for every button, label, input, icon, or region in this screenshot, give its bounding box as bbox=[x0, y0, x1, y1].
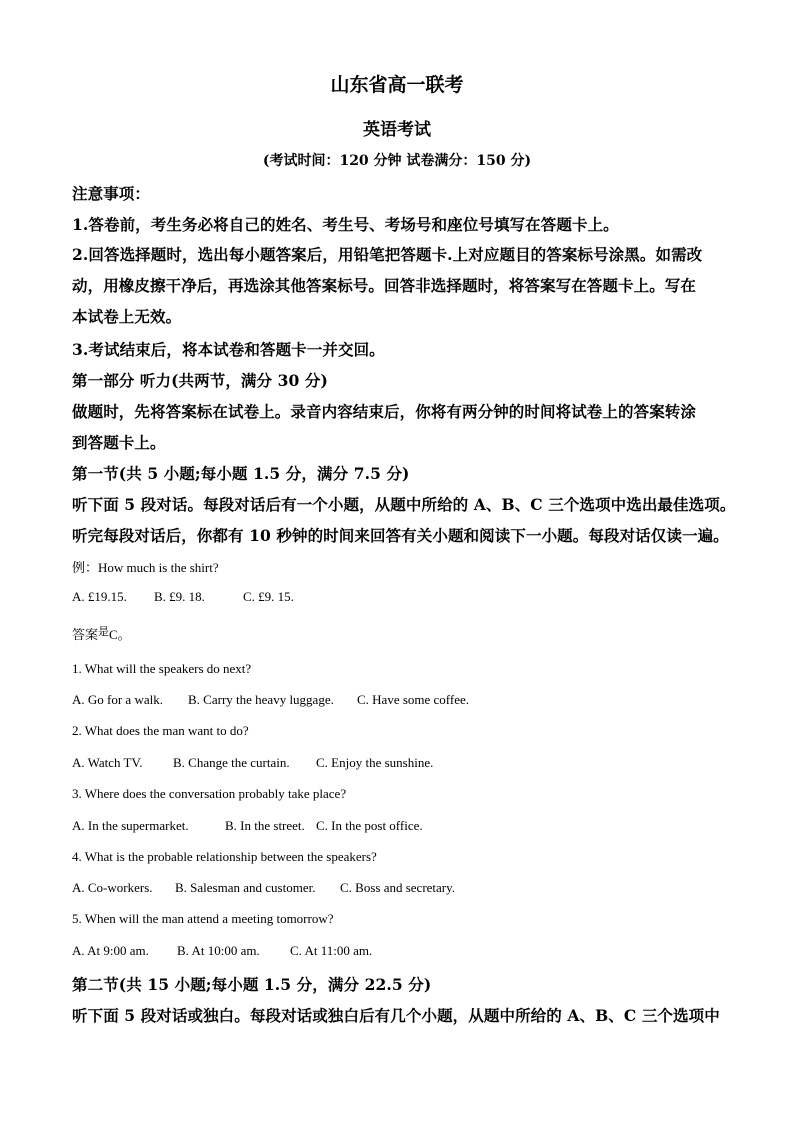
example-options bbox=[72, 589, 294, 605]
question-3-option-c: C. In the post office. bbox=[316, 818, 423, 833]
question-5-options bbox=[72, 943, 372, 959]
question-5-option-a: A. At 9:00 am. bbox=[72, 943, 149, 958]
example-answer-value: C。 bbox=[109, 627, 131, 642]
question-1-option-c: C. Have some coffee. bbox=[357, 692, 470, 707]
question-3-option-a: A. In the supermarket. bbox=[72, 818, 189, 833]
exam-subject: 英语考试 bbox=[363, 120, 431, 140]
notice-item-3: 3.考试结束后，将本试卷和答题卡一并交回。 bbox=[72, 340, 385, 359]
notice-item-2-line-3: 本试卷上无效。 bbox=[72, 307, 182, 326]
section1-heading: 第一节(共 5 小题;每小题 1.5 分，满分 7.5 分) bbox=[72, 464, 410, 483]
section2-instruction-line-1: 听下面 5 段对话或独白。每段对话或独白后有几个小题，从题中所给的 A、B、C 三个选项中 bbox=[72, 1006, 720, 1025]
question-5: 5. When will the man attend a meeting tomorrow? bbox=[72, 911, 334, 926]
notice-item-2-line-1: 2.回答选择题时，选出每小题答案后，用铅笔把答题卡.上对应题目的答案标号涂黑。如需改 bbox=[72, 245, 703, 264]
question-4-option-b: B. Salesman and customer. bbox=[175, 880, 316, 895]
section2-heading: 第二节(共 15 小题;每小题 1.5 分，满分 22.5 分) bbox=[72, 975, 432, 994]
exam-title: 山东省高一联考 bbox=[330, 74, 464, 96]
question-4: 4. What is the probable relationship between the speakers? bbox=[72, 849, 377, 864]
example-label: 例： bbox=[72, 561, 99, 576]
question-2-option-a: A. Watch TV. bbox=[72, 755, 143, 770]
question-5-option-b: B. At 10:00 am. bbox=[177, 943, 260, 958]
question-2-option-b: B. Change the curtain. bbox=[173, 755, 290, 770]
notice-item-2-line-2: 动，用橡皮擦干净后，再选涂其他答案标号。回答非选择题时，将答案写在答题卡上。写在 bbox=[72, 276, 697, 295]
question-3-options bbox=[72, 818, 423, 834]
question-3: 3. Where does the conversation probably take place? bbox=[72, 786, 347, 801]
section1-instruction-line-1: 听下面 5 段对话。每段对话后有一个小题，从题中所给的 A、B、C 三个选项中选出最佳选项。 bbox=[72, 495, 736, 514]
question-5-option-c: C. At 11:00 am. bbox=[290, 943, 373, 958]
part1-intro-line-2: 到答题卡上。 bbox=[72, 433, 166, 452]
exam-info: (考试时间：120 分钟 试卷满分：150 分) bbox=[262, 153, 532, 169]
example-question bbox=[72, 557, 219, 576]
section1-instruction-line-2: 听完每段对话后，你都有 10 秒钟的时间来回答有关小题和阅读下一小题。每段对话仅读一遍。 bbox=[72, 526, 729, 545]
question-4-options bbox=[72, 880, 455, 896]
question-4-option-a: A. Co-workers. bbox=[72, 880, 153, 895]
question-2-options bbox=[72, 755, 433, 771]
question-3-option-b: B. In the street. bbox=[225, 818, 305, 833]
question-1-option-a: A. Go for a walk. bbox=[72, 692, 163, 707]
question-2: 2. What does the man want to do? bbox=[72, 723, 249, 738]
question-1-option-b: B. Carry the heavy luggage. bbox=[188, 692, 334, 707]
example-answer-prefix: 答案 bbox=[72, 628, 99, 643]
example-option-c: C. £9. 15. bbox=[243, 589, 294, 604]
example-option-b: B. £9. 18. bbox=[154, 589, 205, 604]
question-1: 1. What will the speakers do next? bbox=[72, 661, 252, 676]
part1-intro-line-1: 做题时，先将答案标在试卷上。录音内容结束后，你将有两分钟的时间将试卷上的答案转涂 bbox=[72, 402, 697, 421]
example-answer-sup: 是 bbox=[98, 625, 110, 638]
example-answer bbox=[72, 624, 131, 643]
notice-item-1: 1.答卷前，考生务必将自己的姓名、考生号、考场号和座位号填写在答题卡上。 bbox=[72, 215, 619, 234]
question-1-options bbox=[72, 692, 469, 708]
part1-heading: 第一部分 听力(共两节，满分 30 分) bbox=[72, 371, 328, 390]
question-4-option-c: C. Boss and secretary. bbox=[340, 880, 456, 895]
example-question-text: How much is the shirt? bbox=[98, 560, 219, 575]
question-2-option-c: C. Enjoy the sunshine. bbox=[316, 755, 434, 770]
notice-heading: 注意事项： bbox=[72, 184, 151, 203]
example-option-a: A. £19.15. bbox=[72, 589, 127, 604]
